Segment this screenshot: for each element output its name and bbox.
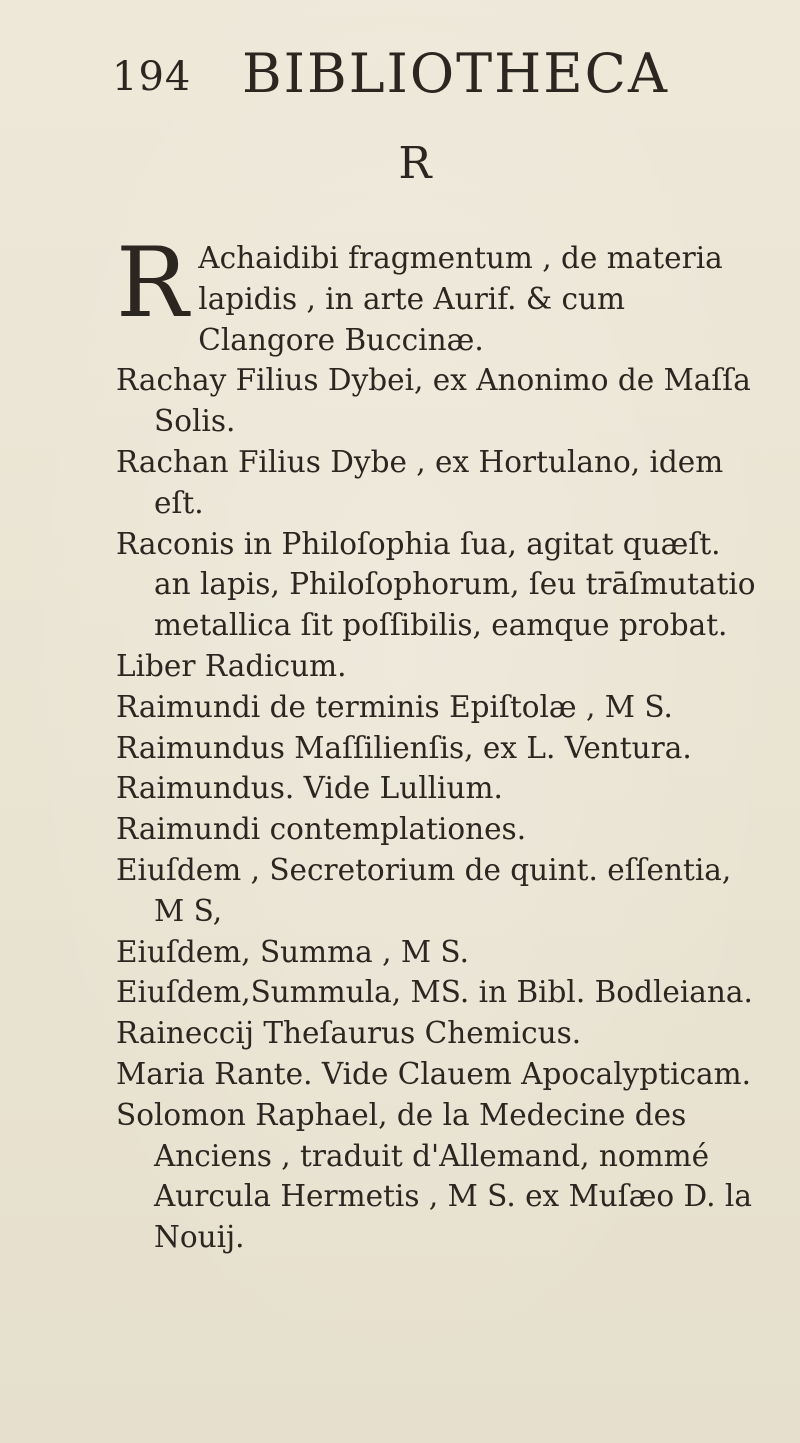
entry-list (116, 227, 766, 1258)
list-item: Eiuſdem, Summa , M S. (116, 934, 469, 969)
list-item: Raimundi contemplationes. (116, 812, 527, 847)
list-item: Raconis in Philoſophia ſua, agitat quæſt. an lapis, Philoſophorum, ſeu trāſmutatio metallica ſit poſſibilis, eamque probat. (116, 526, 756, 643)
drop-cap: R (116, 227, 189, 339)
list-item: Solomon Raphael, de la Medecine des Anciens , traduit d'Allemand, nommé Aurcula Hermetis , M S. ex Muſæo D. la Nouij. (116, 1097, 752, 1255)
list-item: Eiuſdem,Summula, MS. in Bibl. Bodleiana. (116, 975, 753, 1010)
entry-first (116, 227, 766, 360)
list-item: Eiuſdem , Secretorium de quint. eſſentia, M S, (116, 852, 732, 928)
section-letter: R (398, 138, 432, 189)
entry-first-text: Achaidibi fragmentum , de materia lapidis , in arte Aurif. & cum Clangore Buccinæ. (198, 241, 723, 357)
list-item: Rachan Filius Dybe , ex Hortulano, idem eſt. (116, 444, 724, 520)
entry-rest (116, 360, 766, 1258)
list-item: Raimundus. Vide Lullium. (116, 771, 503, 806)
list-item: Raimundi de terminis Epiſtolæ , M S. (116, 689, 673, 724)
list-item: Raimundus Maſſilienſis, ex L. Ventura. (116, 730, 692, 765)
list-item: Maria Rante. Vide Clauem Apocalypticam. (116, 1056, 751, 1091)
page-number: 194 (112, 54, 192, 100)
list-item: Liber Radicum. (116, 648, 347, 683)
page-header (112, 42, 672, 106)
list-item: Rachay Filius Dybei, ex Anonimo de Maſſa Solis. (116, 363, 751, 439)
running-title: BIBLIOTHECA (242, 42, 669, 105)
list-item: Raineccij Theſaurus Chemicus. (116, 1016, 582, 1051)
